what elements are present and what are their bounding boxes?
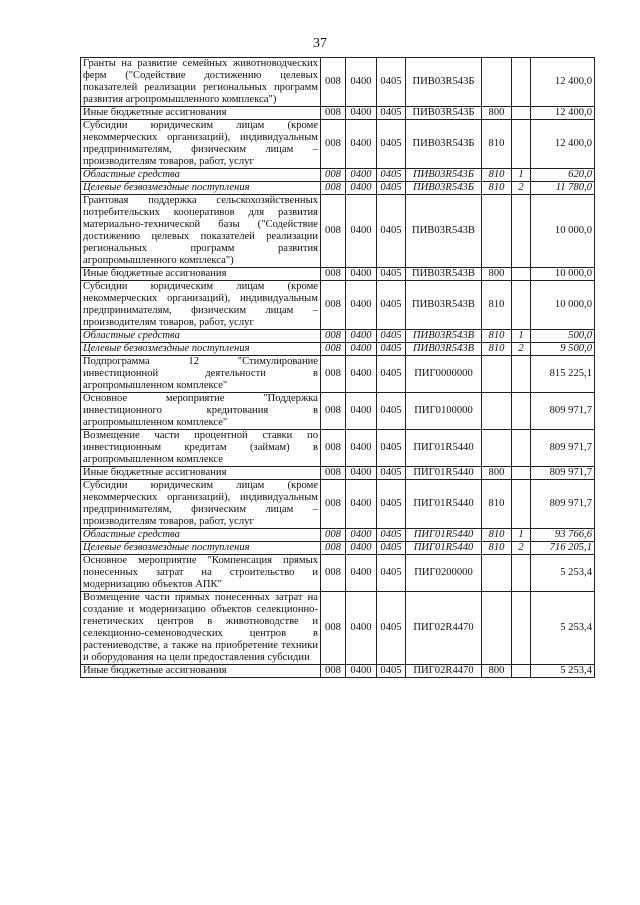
expense-type: 800 — [482, 467, 512, 480]
expense-type: 810 — [482, 281, 512, 330]
amount: 809 971,7 — [531, 430, 595, 467]
expense-type: 810 — [482, 120, 512, 169]
table-row — [81, 356, 595, 393]
ministry-code: 008 — [321, 480, 346, 529]
target-article: ПИГ01R5440 — [406, 529, 482, 542]
amount: 12 400,0 — [531, 58, 595, 107]
target-article: ПИВ03R543Б — [406, 120, 482, 169]
amount: 5 253,4 — [531, 555, 595, 592]
target-article: ПИВ03R543В — [406, 281, 482, 330]
subsection-code: 0405 — [377, 120, 406, 169]
table-row — [81, 281, 595, 330]
amount: 809 971,7 — [531, 393, 595, 430]
subsection-code: 0405 — [377, 58, 406, 107]
expense-type: 810 — [482, 182, 512, 195]
row-name: Иные бюджетные ассигнования — [81, 665, 321, 678]
row-name: Целевые безвозмездные поступления — [81, 182, 321, 195]
subsection-code: 0405 — [377, 169, 406, 182]
row-name: Основное мероприятие "Компенсация прямых понесенных затрат на строительство и модернизацию объектов АПК" — [81, 555, 321, 592]
subsection-code: 0405 — [377, 281, 406, 330]
section-code: 0400 — [346, 169, 377, 182]
expense-type — [482, 430, 512, 467]
expense-type — [482, 393, 512, 430]
target-article: ПИВ03R543В — [406, 268, 482, 281]
target-article: ПИГ02R4470 — [406, 592, 482, 665]
subsection-code: 0405 — [377, 343, 406, 356]
expense-type — [482, 195, 512, 268]
ministry-code: 008 — [321, 330, 346, 343]
table-row — [81, 195, 595, 268]
amount: 809 971,7 — [531, 467, 595, 480]
ministry-code: 008 — [321, 467, 346, 480]
amount: 10 000,0 — [531, 281, 595, 330]
target-article: ПИГ0000000 — [406, 356, 482, 393]
section-code: 0400 — [346, 58, 377, 107]
row-name: Гранты на развитие семейных животноводческих ферм ("Содействие достижению целевых показателей реализации региональных программ развития агропромышленного комплекса") — [81, 58, 321, 107]
funding-source — [512, 480, 531, 529]
row-name: Областные средства — [81, 529, 321, 542]
expense-type: 800 — [482, 665, 512, 678]
table-row — [81, 430, 595, 467]
table-row — [81, 58, 595, 107]
table-row — [81, 467, 595, 480]
target-article: ПИГ01R5440 — [406, 430, 482, 467]
row-name: Субсидии юридическим лицам (кроме некоммерческих организаций), индивидуальным предпринимателям, физическим лицам – производителям товаров, работ, услуг — [81, 120, 321, 169]
section-code: 0400 — [346, 356, 377, 393]
table-row — [81, 268, 595, 281]
section-code: 0400 — [346, 529, 377, 542]
expense-type — [482, 356, 512, 393]
ministry-code: 008 — [321, 555, 346, 592]
amount: 10 000,0 — [531, 268, 595, 281]
expense-type — [482, 555, 512, 592]
target-article: ПИВ03R543Б — [406, 107, 482, 120]
amount: 9 500,0 — [531, 343, 595, 356]
target-article: ПИВ03R543В — [406, 343, 482, 356]
subsection-code: 0405 — [377, 555, 406, 592]
section-code: 0400 — [346, 195, 377, 268]
amount: 5 253,4 — [531, 592, 595, 665]
section-code: 0400 — [346, 665, 377, 678]
subsection-code: 0405 — [377, 195, 406, 268]
funding-source — [512, 430, 531, 467]
expense-type — [482, 58, 512, 107]
row-name: Субсидии юридическим лицам (кроме некоммерческих организаций), индивидуальным предпринимателям, физическим лицам – производителям товаров, работ, услуг — [81, 281, 321, 330]
section-code: 0400 — [346, 467, 377, 480]
funding-source — [512, 665, 531, 678]
target-article: ПИВ03R543В — [406, 195, 482, 268]
subsection-code: 0405 — [377, 182, 406, 195]
target-article: ПИГ0100000 — [406, 393, 482, 430]
subsection-code: 0405 — [377, 665, 406, 678]
funding-source — [512, 58, 531, 107]
expense-type: 810 — [482, 330, 512, 343]
row-name: Подпрограмма 12 "Стимулирование инвестиционной деятельности в агропромышленном комплексе" — [81, 356, 321, 393]
funding-source — [512, 120, 531, 169]
table-row — [81, 665, 595, 678]
section-code: 0400 — [346, 542, 377, 555]
amount: 12 400,0 — [531, 107, 595, 120]
funding-source — [512, 107, 531, 120]
subsection-code: 0405 — [377, 356, 406, 393]
subsection-code: 0405 — [377, 592, 406, 665]
table-row — [81, 182, 595, 195]
funding-source — [512, 592, 531, 665]
funding-source: 2 — [512, 182, 531, 195]
row-name: Возмещение части процентной ставки по инвестиционным кредитам (займам) в агропромышленном комплексе — [81, 430, 321, 467]
table-row — [81, 480, 595, 529]
subsection-code: 0405 — [377, 268, 406, 281]
expense-type: 810 — [482, 480, 512, 529]
funding-source: 1 — [512, 169, 531, 182]
table-row — [81, 343, 595, 356]
target-article: ПИГ01R5440 — [406, 480, 482, 529]
row-name: Областные средства — [81, 169, 321, 182]
ministry-code: 008 — [321, 393, 346, 430]
table-row — [81, 555, 595, 592]
target-article: ПИГ01R5440 — [406, 467, 482, 480]
row-name: Областные средства — [81, 330, 321, 343]
ministry-code: 008 — [321, 195, 346, 268]
funding-source — [512, 195, 531, 268]
table-row — [81, 592, 595, 665]
ministry-code: 008 — [321, 665, 346, 678]
ministry-code: 008 — [321, 356, 346, 393]
section-code: 0400 — [346, 393, 377, 430]
expense-type: 800 — [482, 268, 512, 281]
table-row — [81, 120, 595, 169]
ministry-code: 008 — [321, 542, 346, 555]
subsection-code: 0405 — [377, 542, 406, 555]
budget-table — [80, 57, 595, 678]
section-code: 0400 — [346, 330, 377, 343]
expense-type: 800 — [482, 107, 512, 120]
section-code: 0400 — [346, 343, 377, 356]
table-row — [81, 107, 595, 120]
funding-source: 1 — [512, 529, 531, 542]
section-code: 0400 — [346, 107, 377, 120]
ministry-code: 008 — [321, 182, 346, 195]
table-row — [81, 542, 595, 555]
target-article: ПИВ03R543Б — [406, 182, 482, 195]
page-number: 37 — [313, 36, 327, 51]
ministry-code: 008 — [321, 268, 346, 281]
subsection-code: 0405 — [377, 393, 406, 430]
expense-type: 810 — [482, 542, 512, 555]
expense-type: 810 — [482, 529, 512, 542]
funding-source: 2 — [512, 542, 531, 555]
section-code: 0400 — [346, 480, 377, 529]
funding-source: 1 — [512, 330, 531, 343]
funding-source — [512, 268, 531, 281]
funding-source — [512, 555, 531, 592]
funding-source — [512, 281, 531, 330]
ministry-code: 008 — [321, 343, 346, 356]
ministry-code: 008 — [321, 58, 346, 107]
row-name: Основное мероприятие "Поддержка инвестиционного кредитования в агропромышленном комплексе" — [81, 393, 321, 430]
ministry-code: 008 — [321, 592, 346, 665]
ministry-code: 008 — [321, 529, 346, 542]
ministry-code: 008 — [321, 107, 346, 120]
funding-source — [512, 393, 531, 430]
section-code: 0400 — [346, 182, 377, 195]
table-row — [81, 169, 595, 182]
expense-type — [482, 592, 512, 665]
amount: 716 205,1 — [531, 542, 595, 555]
row-name: Субсидии юридическим лицам (кроме некоммерческих организаций), индивидуальным предпринимателям, физическим лицам – производителям товаров, работ, услуг — [81, 480, 321, 529]
row-name: Грантовая поддержка сельскохозяйственных потребительских кооперативов для развития материально-технической базы ("Содействие достижению целевых показателей реализации региональных программ развития агропромышленного комплекса") — [81, 195, 321, 268]
expense-type: 810 — [482, 343, 512, 356]
subsection-code: 0405 — [377, 529, 406, 542]
section-code: 0400 — [346, 281, 377, 330]
ministry-code: 008 — [321, 281, 346, 330]
target-article: ПИГ01R5440 — [406, 542, 482, 555]
row-name: Иные бюджетные ассигнования — [81, 107, 321, 120]
table-row — [81, 330, 595, 343]
section-code: 0400 — [346, 555, 377, 592]
amount: 500,0 — [531, 330, 595, 343]
target-article: ПИВ03R543В — [406, 330, 482, 343]
ministry-code: 008 — [321, 169, 346, 182]
amount: 815 225,1 — [531, 356, 595, 393]
table-row — [81, 529, 595, 542]
table-row — [81, 393, 595, 430]
amount: 10 000,0 — [531, 195, 595, 268]
subsection-code: 0405 — [377, 480, 406, 529]
section-code: 0400 — [346, 120, 377, 169]
row-name: Целевые безвозмездные поступления — [81, 542, 321, 555]
target-article: ПИВ03R543Б — [406, 169, 482, 182]
section-code: 0400 — [346, 430, 377, 467]
target-article: ПИГ0200000 — [406, 555, 482, 592]
subsection-code: 0405 — [377, 430, 406, 467]
funding-source — [512, 356, 531, 393]
ministry-code: 008 — [321, 430, 346, 467]
section-code: 0400 — [346, 268, 377, 281]
section-code: 0400 — [346, 592, 377, 665]
amount: 12 400,0 — [531, 120, 595, 169]
target-article: ПИВ03R543Б — [406, 58, 482, 107]
subsection-code: 0405 — [377, 467, 406, 480]
funding-source — [512, 467, 531, 480]
amount: 93 766,6 — [531, 529, 595, 542]
funding-source: 2 — [512, 343, 531, 356]
amount: 620,0 — [531, 169, 595, 182]
subsection-code: 0405 — [377, 330, 406, 343]
subsection-code: 0405 — [377, 107, 406, 120]
amount: 809 971,7 — [531, 480, 595, 529]
amount: 5 253,4 — [531, 665, 595, 678]
row-name: Возмещение части прямых понесенных затрат на создание и модернизацию объектов селекционно-генетических центров в животноводстве и селекционно-семеноводческих центров в растениеводстве, а также на приобретение техники и оборудования на цели предоставления субсидии — [81, 592, 321, 665]
row-name: Иные бюджетные ассигнования — [81, 467, 321, 480]
row-name: Иные бюджетные ассигнования — [81, 268, 321, 281]
row-name: Целевые безвозмездные поступления — [81, 343, 321, 356]
ministry-code: 008 — [321, 120, 346, 169]
expense-type: 810 — [482, 169, 512, 182]
amount: 11 780,0 — [531, 182, 595, 195]
target-article: ПИГ02R4470 — [406, 665, 482, 678]
